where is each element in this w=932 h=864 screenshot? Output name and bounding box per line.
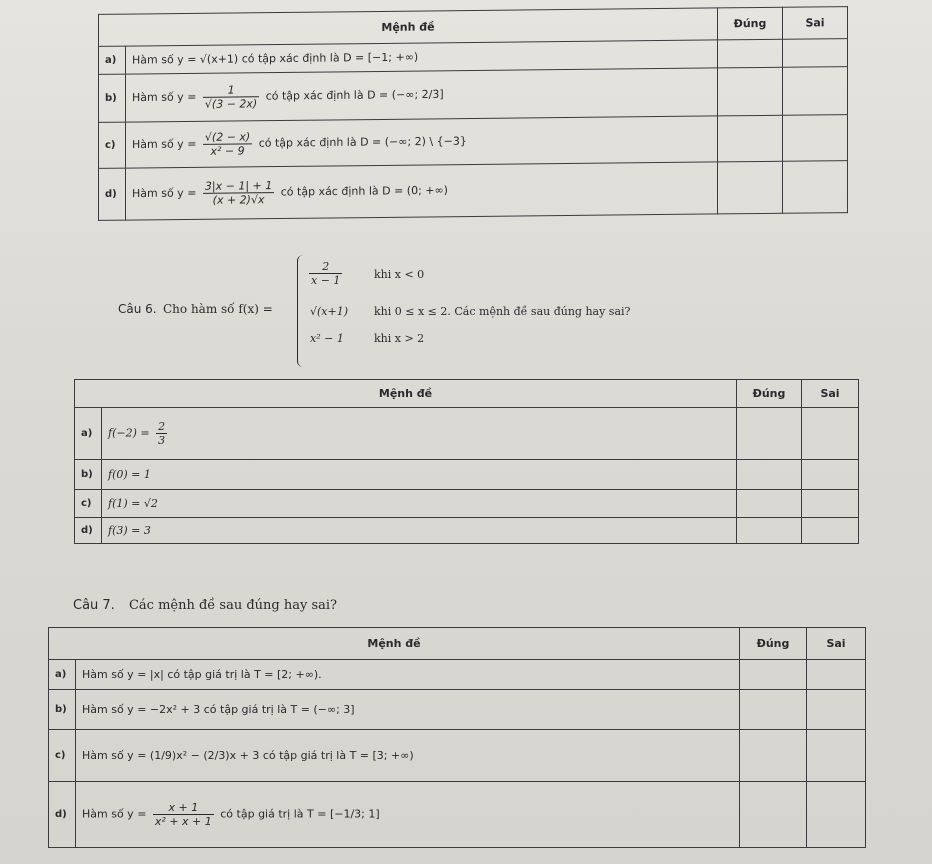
answer-false-cell[interactable] xyxy=(807,660,866,690)
answer-true-cell[interactable] xyxy=(740,730,807,782)
row-label: b) xyxy=(75,460,102,490)
statement-text: Hàm số y = √(x+1) có tập xác định là D = [−1; +∞) xyxy=(126,40,718,74)
row-label: c) xyxy=(99,122,126,168)
table-row xyxy=(49,730,866,782)
statement-prefix: Hàm số y = xyxy=(132,186,200,201)
fraction-denominator: 3 xyxy=(158,434,166,447)
row-label: a) xyxy=(75,408,102,460)
piece-2-expression: √(x+1) xyxy=(310,305,349,318)
table-row xyxy=(49,782,866,848)
row-label: a) xyxy=(99,46,126,74)
row-label: d) xyxy=(75,518,102,544)
row-label: a) xyxy=(49,660,76,690)
fraction-denominator: (x + 2)√x xyxy=(212,193,265,207)
answer-false-cell[interactable] xyxy=(802,490,859,518)
question-number: Câu 7. xyxy=(73,598,115,613)
table-row xyxy=(75,408,859,460)
header-statement: Mệnh đề xyxy=(49,628,740,660)
piece-1-expression xyxy=(309,260,342,287)
table-row xyxy=(49,690,866,730)
answer-true-cell[interactable] xyxy=(737,518,802,544)
header-false: Sai xyxy=(807,628,866,660)
fraction-denominator: √(3 − 2x) xyxy=(204,97,258,111)
statement-suffix: có tập xác định là D = (−∞; 2) \ {−3} xyxy=(255,134,467,150)
fraction-numerator: 3|x − 1| + 1 xyxy=(204,179,273,193)
row-label: c) xyxy=(49,730,76,782)
table-header-row xyxy=(49,628,866,660)
piece-1-condition: khi x < 0 xyxy=(374,268,425,281)
statement-text xyxy=(76,782,740,848)
question-6 xyxy=(0,0,932,380)
fraction-numerator: 1 xyxy=(203,83,259,98)
row-label: c) xyxy=(75,490,102,518)
statement-text: Hàm số y = (1/9)x² − (2/3)x + 3 có tập giá trị là T = [3; +∞) xyxy=(76,730,740,782)
header-statement: Mệnh đề xyxy=(75,380,737,408)
table-function-values xyxy=(74,379,859,544)
piece-3-condition: khi x > 2 xyxy=(374,332,425,345)
table-row xyxy=(75,460,859,490)
answer-true-cell[interactable] xyxy=(740,690,807,730)
row-label: b) xyxy=(49,690,76,730)
table-range xyxy=(48,627,866,848)
table-row xyxy=(75,518,859,544)
statement-prefix: Hàm số y = xyxy=(82,807,150,821)
statement-text xyxy=(102,408,737,460)
piece-2-condition: khi 0 ≤ x ≤ 2. Các mệnh đề sau đúng hay sai? xyxy=(374,305,631,318)
answer-true-cell[interactable] xyxy=(740,782,807,848)
answer-false-cell[interactable] xyxy=(802,518,859,544)
statement-prefix: Hàm số y = xyxy=(132,90,200,105)
question-number: Câu 6. xyxy=(118,302,157,316)
fraction-numerator: 2 xyxy=(158,420,166,433)
header-false: Sai xyxy=(783,7,848,40)
statement-text: Hàm số y = |x| có tập giá trị là T = [2; +∞). xyxy=(76,660,740,690)
question-7 xyxy=(73,598,337,613)
answer-false-cell[interactable] xyxy=(807,782,866,848)
statement-suffix: có tập xác định là D = (0; +∞) xyxy=(277,183,448,199)
header-false: Sai xyxy=(802,380,859,408)
answer-false-cell[interactable] xyxy=(807,690,866,730)
fraction-numerator: √(2 − x) xyxy=(204,130,251,144)
answer-true-cell[interactable] xyxy=(737,408,802,460)
fraction-denominator: x² + x + 1 xyxy=(154,815,212,828)
answer-true-cell[interactable] xyxy=(740,660,807,690)
statement-suffix: có tập xác định là D = (−∞; 2/3] xyxy=(262,87,444,103)
piecewise-brace xyxy=(297,255,306,367)
table-row xyxy=(75,490,859,518)
fraction xyxy=(156,420,167,447)
table-header-row xyxy=(75,380,859,408)
statement-text: f(1) = √2 xyxy=(102,490,737,518)
statement-text: f(3) = 3 xyxy=(102,518,737,544)
answer-false-cell[interactable] xyxy=(807,730,866,782)
answer-false-cell[interactable] xyxy=(802,408,859,460)
row-label: d) xyxy=(99,168,126,220)
statement-text: f(0) = 1 xyxy=(102,460,737,490)
fraction xyxy=(153,801,214,828)
fraction-denominator: x − 1 xyxy=(311,274,341,287)
row-label: d) xyxy=(49,782,76,848)
header-statement: Mệnh đề xyxy=(99,8,718,46)
answer-true-cell[interactable] xyxy=(737,460,802,490)
header-true: Đúng xyxy=(740,628,807,660)
fraction-numerator: 2 xyxy=(309,260,342,274)
statement-prefix: f(−2) = xyxy=(108,426,154,440)
table-row xyxy=(49,660,866,690)
answer-false-cell[interactable] xyxy=(802,460,859,490)
fraction-numerator: x + 1 xyxy=(153,801,214,815)
question-intro: Cho hàm số f(x) = xyxy=(163,302,273,316)
piece-3-expression: x² − 1 xyxy=(310,332,344,345)
statement-text: Hàm số y = −2x² + 3 có tập giá trị là T = (−∞; 3] xyxy=(76,690,740,730)
statement-suffix: có tập giá trị là T = [−1/3; 1] xyxy=(216,807,380,821)
header-true: Đúng xyxy=(718,7,783,40)
header-true: Đúng xyxy=(737,380,802,408)
question-text: Các mệnh đề sau đúng hay sai? xyxy=(128,598,338,613)
row-label: b) xyxy=(99,74,126,122)
answer-true-cell[interactable] xyxy=(737,490,802,518)
statement-prefix: Hàm số y = xyxy=(132,137,200,152)
fraction-denominator: x² − 9 xyxy=(210,144,245,158)
